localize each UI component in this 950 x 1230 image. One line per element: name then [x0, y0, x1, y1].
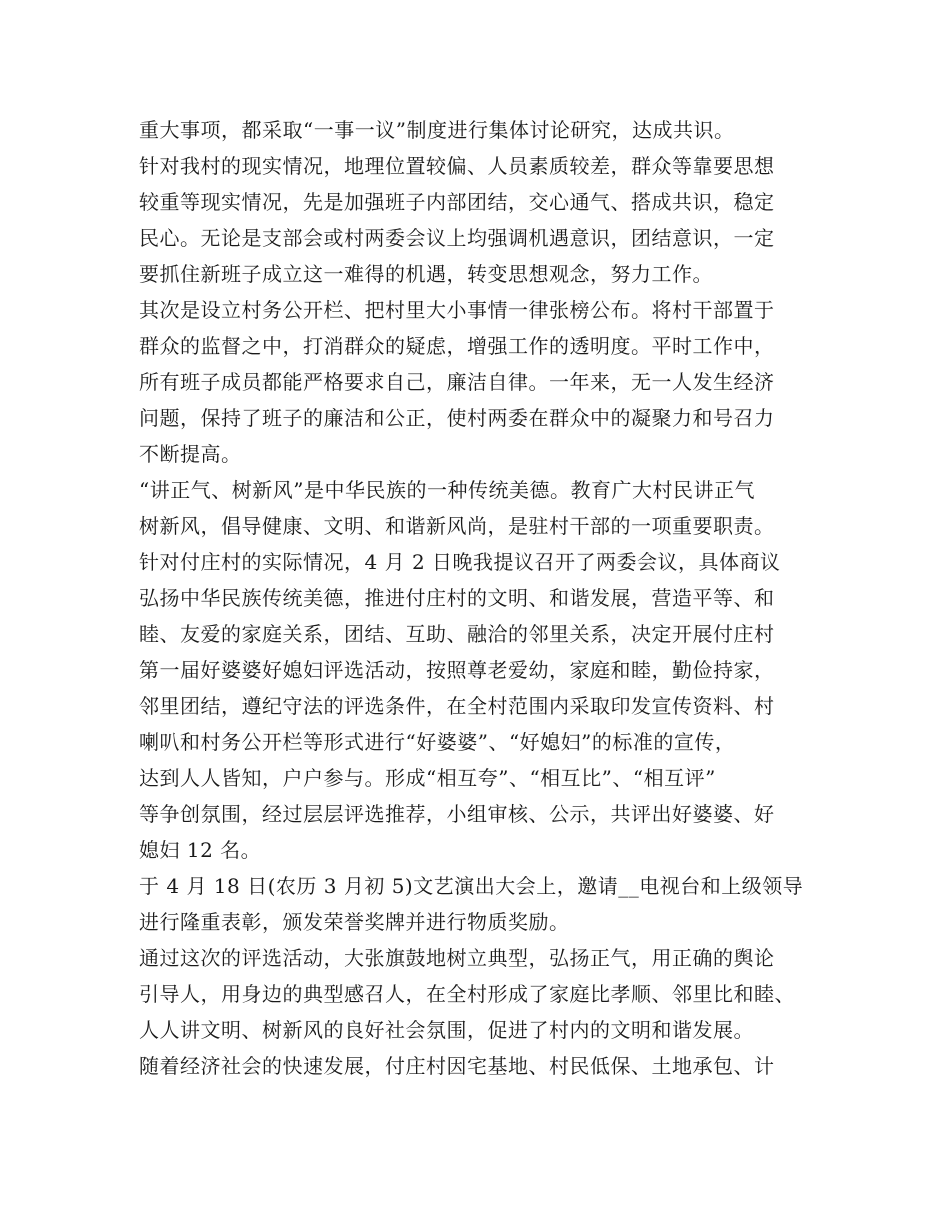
text-line: 等争创氛围，经过层层评选推荐，小组审核、公示，共评出好婆婆、好 — [139, 802, 775, 826]
text-line: 问题，保持了班子的廉洁和公正，使村两委在群众中的凝聚力和号召力 — [139, 406, 775, 430]
text-line: 引导人，用身边的典型感召人，在全村形成了家庭比孝顺、邻里比和睦、 — [139, 982, 795, 1006]
text-line: 人人讲文明、树新风的良好社会氛围，促进了村内的文明和谐发展。 — [139, 1018, 754, 1042]
text-line: 所有班子成员都能严格要求自己，廉洁自律。一年来，无一人发生经济 — [139, 370, 775, 394]
text-line: 达到人人皆知，户户参与。形成“相互夸”、“相互比”、“相互评” — [139, 766, 716, 790]
document-body — [139, 112, 839, 1084]
text-line: 睦、友爱的家庭关系，团结、互助、融洽的邻里关系，决定开展付庄村 — [139, 622, 775, 646]
text-line: 喇叭和村务公开栏等形式进行“好婆婆”、“好媳妇”的标准的宣传， — [139, 730, 736, 754]
text-line: 进行隆重表彰，颁发荣誉奖牌并进行物质奖励。 — [139, 910, 570, 934]
text-line: 要抓住新班子成立这一难得的机遇，转变思想观念，努力工作。 — [139, 262, 713, 286]
text-line: 重大事项，都采取“一事一议”制度进行集体讨论研究，达成共识。 — [139, 118, 735, 142]
text-line: 针对我村的现实情况，地理位置较偏、人员素质较差，群众等靠要思想 — [139, 154, 775, 178]
text-line: 于 4 月 18 日(农历 3 月初 5)文艺演出大会上，邀请__电视台和上级领导 — [139, 874, 804, 898]
text-line: 第一届好婆婆好媳妇评选活动，按照尊老爱幼，家庭和睦，勤俭持家， — [139, 658, 775, 682]
text-line: 媳妇 12 名。 — [139, 838, 262, 862]
text-line: 随着经济社会的快速发展，付庄村因宅基地、村民低保、土地承包、计 — [139, 1054, 775, 1078]
text-line: 树新风，倡导健康、文明、和谐新风尚，是驻村干部的一项重要职责。 — [139, 514, 775, 538]
text-line: 群众的监督之中，打消群众的疑虑，增强工作的透明度。平时工作中， — [139, 334, 775, 358]
text-line: 邻里团结，遵纪守法的评选条件，在全村范围内采取印发宣传资料、村 — [139, 694, 775, 718]
text-line: 民心。无论是支部会或村两委会议上均强调机遇意识，团结意识，一定 — [139, 226, 775, 250]
text-line: 其次是设立村务公开栏、把村里大小事情一律张榜公布。将村干部置于 — [139, 298, 775, 322]
text-line: 通过这次的评选活动，大张旗鼓地树立典型，弘扬正气，用正确的舆论 — [139, 946, 775, 970]
text-line: “讲正气、树新风”是中华民族的一种传统美德。教育广大村民讲正气 — [139, 478, 755, 502]
text-line: 较重等现实情况，先是加强班子内部团结，交心通气、搭成共识，稳定 — [139, 190, 775, 214]
text-line: 弘扬中华民族传统美德，推进付庄村的文明、和谐发展，营造平等、和 — [139, 586, 775, 610]
text-line: 针对付庄村的实际情况，4 月 2 日晚我提议召开了两委会议，具体商议 — [139, 550, 781, 574]
text-line: 不断提高。 — [139, 442, 242, 466]
